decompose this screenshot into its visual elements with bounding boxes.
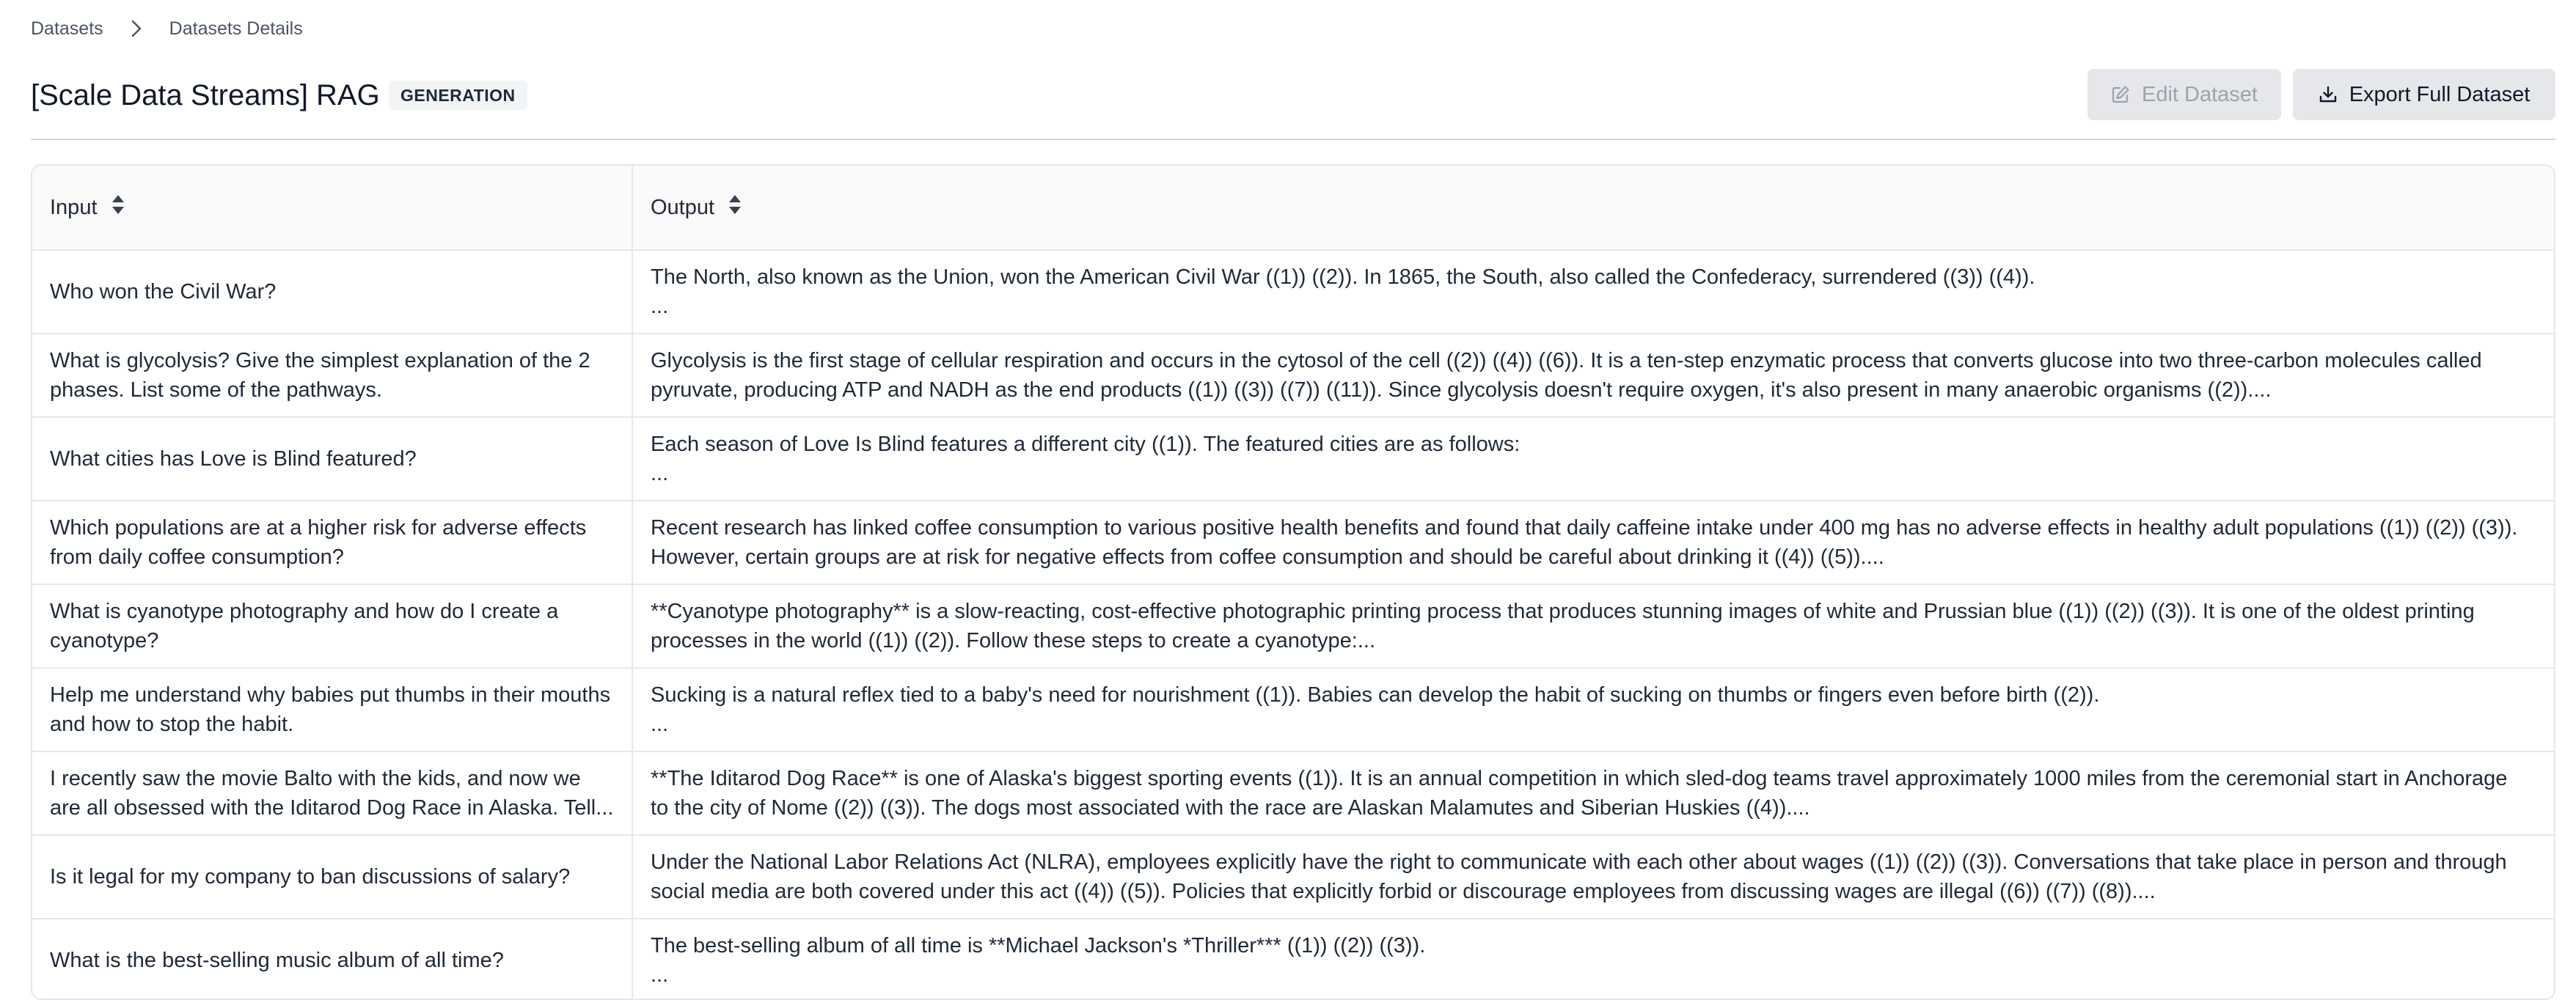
input-cell	[32, 585, 633, 667]
input-text: What cities has Love is Blind featured?	[50, 447, 417, 471]
input-cell	[32, 836, 633, 918]
table-row[interactable]	[32, 919, 2554, 1000]
download-icon	[2319, 85, 2349, 104]
output-text: The North, also known as the Union, won the American Civil War ((1)) ((2)). In 1865, the South, also called the Confederacy, surrendered ((3)) ((4)). ...	[651, 265, 2035, 318]
sort-icon[interactable]	[111, 194, 125, 221]
input-cell	[32, 919, 633, 1000]
output-cell	[633, 251, 2554, 333]
output-cell	[633, 669, 2554, 751]
table-row[interactable]	[32, 752, 2554, 836]
output-text: Recent research has linked coffee consumption to various positive health benefits and found that daily caffeine intake under 400 mg has no adverse effects in healthy adult populations ((1)) ((2)) ((3)). However, certain groups are at risk for negative effects from coffee consumption and should be careful about drinking it ((4)) ((5))....	[651, 516, 2518, 569]
input-text: What is the best-selling music album of all time?	[50, 949, 504, 972]
output-text: The best-selling album of all time is **Michael Jackson's *Thriller*** ((1)) ((2)) ((3)). ...	[651, 934, 1426, 987]
output-text: Sucking is a natural reflex tied to a baby's need for nourishment ((1)). Babies can develop the habit of sucking on thumbs or fingers even before birth ((2)). ...	[651, 683, 2100, 736]
input-cell	[32, 669, 633, 751]
pencil-square-icon	[2111, 85, 2142, 104]
output-cell	[633, 418, 2554, 500]
input-text: I recently saw the movie Balto with the kids, and now we are all obsessed with the Iditarod Dog Race in Alaska. Tell...	[50, 767, 614, 820]
output-text: Glycolysis is the first stage of cellular respiration and occurs in the cytosol of the cell ((2)) ((4)) ((6)). It is a ten-step enzymatic process that converts glucose into two three-carbon molecules called pyruvate, producing ATP and NADH as the end products ((1)) ((3)) ((7)) ((11)). Since glycolysis doesn't require oxygen, it's also present in many anaerobic organisms ((2))....	[651, 349, 2482, 402]
output-cell	[633, 334, 2554, 416]
table-header	[32, 166, 2554, 251]
table-row[interactable]	[32, 836, 2554, 919]
table-row[interactable]	[32, 251, 2554, 334]
output-text: **The Iditarod Dog Race** is one of Alaska's biggest sporting events ((1)). It is an annual competition in which sled-dog teams travel approximately 1000 miles from the ceremonial start in Anchorage to the city of Nome ((2)) ((3)). The dogs most associated with the race are Alaskan Malamutes and Siberian Huskies ((4))....	[651, 767, 2508, 820]
table-row[interactable]	[32, 669, 2554, 752]
breadcrumb-current: Datasets Details	[169, 18, 303, 39]
output-text: Under the National Labor Relations Act (NLRA), employees explicitly have the right to communicate with each other about wages ((1)) ((2)) ((3)). Conversations that take place in person and through social media are both covered under this act ((4)) ((5)). Policies that explicitly forbid or discourage employees from discussing wages are illegal ((6)) ((7)) ((8))....	[651, 850, 2507, 903]
edit-dataset-button[interactable]	[2087, 69, 2281, 120]
table-row[interactable]	[32, 501, 2554, 585]
input-text: Help me understand why babies put thumbs in their mouths and how to stop the habit.	[50, 683, 611, 736]
input-text: Which populations are at a higher risk for adverse effects from daily coffee consumption?	[50, 516, 587, 569]
table-row[interactable]	[32, 334, 2554, 418]
output-cell	[633, 836, 2554, 918]
output-text: **Cyanotype photography** is a slow-reacting, cost-effective photographic printing process that produces stunning images of white and Prussian blue ((1)) ((2)) ((3)). It is one of the oldest printing processes in the world ((1)) ((2)). Follow these steps to create a cyanotype:...	[651, 600, 2475, 652]
dataset-type-badge: GENERATION	[389, 81, 527, 110]
input-cell	[32, 334, 633, 416]
input-cell	[32, 501, 633, 584]
output-cell	[633, 501, 2554, 584]
column-header-output[interactable]	[633, 166, 2554, 249]
header-divider	[31, 139, 2555, 140]
chevron-right-icon	[121, 15, 152, 43]
export-full-dataset-button[interactable]	[2293, 69, 2555, 120]
input-text: Is it legal for my company to ban discussions of salary?	[50, 865, 571, 889]
breadcrumb-datasets-link[interactable]: Datasets	[31, 18, 103, 39]
input-cell	[32, 251, 633, 333]
page-title: [Scale Data Streams] RAG	[31, 79, 380, 111]
input-text: What is glycolysis? Give the simplest explanation of the 2 phases. List some of the pathways.	[50, 349, 590, 402]
input-cell	[32, 752, 633, 834]
column-header-label: Output	[651, 195, 715, 219]
export-full-dataset-label: Export Full Dataset	[2349, 82, 2531, 106]
output-cell	[633, 752, 2554, 834]
table-row[interactable]	[32, 418, 2554, 501]
column-header-input[interactable]	[32, 166, 633, 249]
output-cell	[633, 585, 2554, 667]
sort-icon[interactable]	[728, 194, 742, 221]
output-cell	[633, 919, 2554, 1000]
output-text: Each season of Love Is Blind features a different city ((1)). The featured cities are as follows: ...	[651, 433, 1521, 485]
input-cell	[32, 418, 633, 500]
column-header-label: Input	[50, 195, 98, 219]
dataset-table	[31, 164, 2555, 1000]
breadcrumb	[31, 15, 303, 43]
input-text: What is cyanotype photography and how do I create a cyanotype?	[50, 600, 559, 652]
table-row[interactable]	[32, 585, 2554, 669]
input-text: Who won the Civil War?	[50, 280, 277, 304]
edit-dataset-label: Edit Dataset	[2142, 82, 2258, 106]
